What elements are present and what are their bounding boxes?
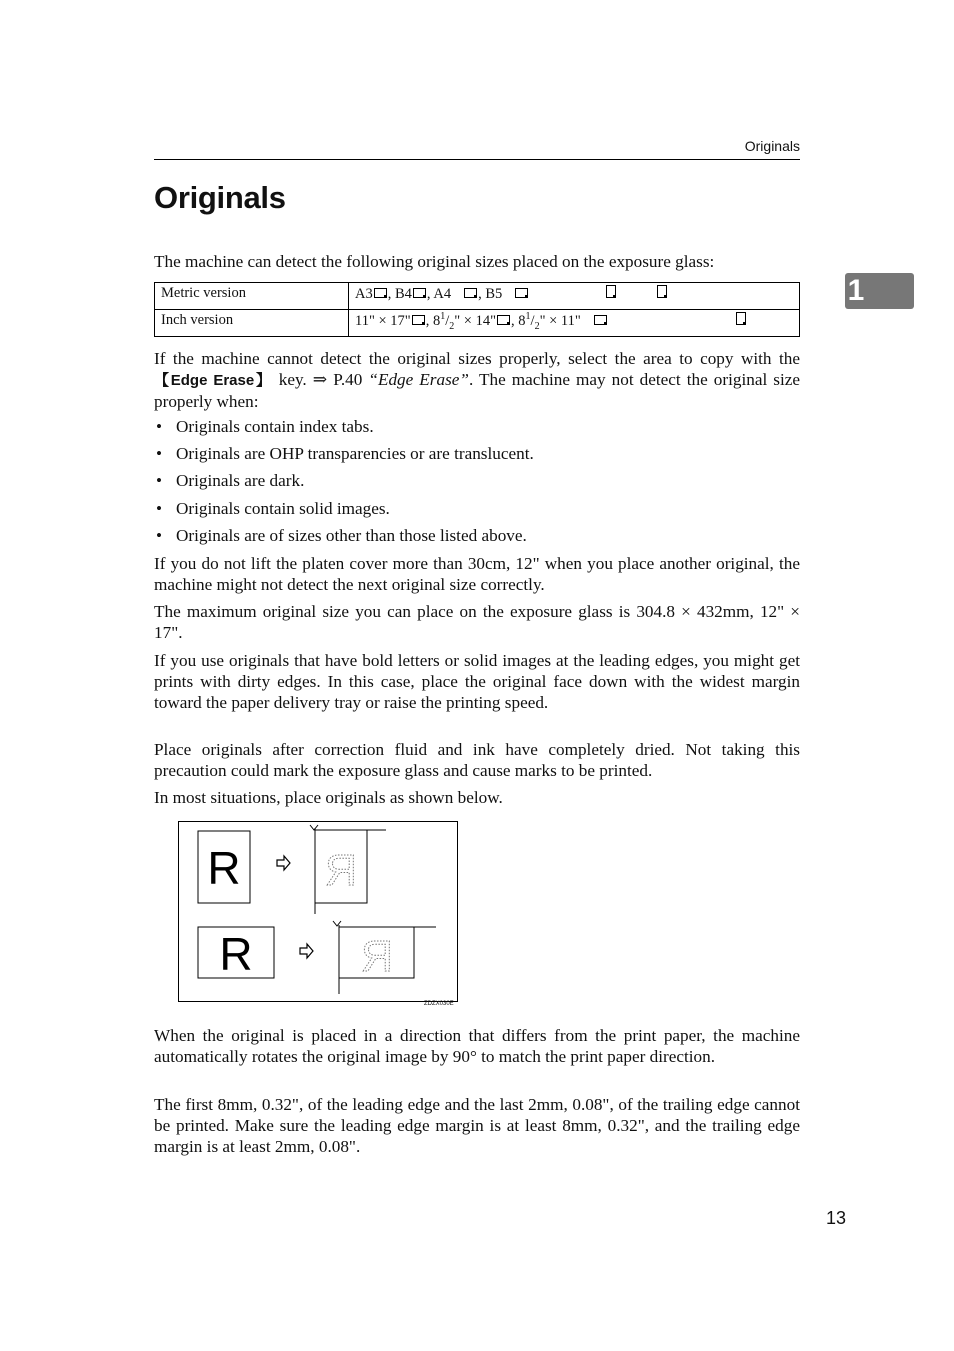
max-size-paragraph: The maximum original size you can place on the exposure glass is 304.8 × 432mm, 12" × 17". — [154, 602, 800, 642]
figure-code: ZDZX030E — [424, 1001, 454, 1007]
intro-paragraph: The machine can detect the following original sizes placed on the exposure glass: — [154, 252, 715, 271]
corner-mark — [310, 825, 318, 830]
page-number: 13 — [825, 1208, 846, 1228]
bold-letters-paragraph: If you use originals that have bold letters or solid images at the leading edges, you might get prints with dirty edges. In this case, place the original face down with the widest margin toward the paper delivery tray or raise the printing speed. — [154, 651, 800, 712]
landscape-icon — [464, 288, 477, 298]
landscape-icon — [374, 288, 387, 298]
margin-paragraph: The first 8mm, 0.32", of the leading edge and the last 2mm, 0.08", of the trailing edge cannot be printed. Make sure the leading edge margin is at least 8mm, 0.32", and the trailing edge margin is at least 2mm, 0.08". — [154, 1095, 800, 1156]
placement-paragraph: In most situations, place originals as shown below. — [154, 788, 503, 807]
portrait-icon — [736, 312, 746, 325]
inch-label: Inch version — [155, 310, 349, 337]
detect-text: key. ⇒ P.40 — [272, 370, 369, 389]
landscape-icon — [412, 315, 425, 325]
landscape-icon — [413, 288, 426, 298]
inch-sizes: 11" × 17" , $8^1/_2$" × 14" , $8^1/_2$" × 11" — [349, 310, 800, 337]
rotation-paragraph: When the original is placed in a direction that differs from the print paper, the machine automatically rotates the original image by 90° to match the print paper direction. — [154, 1026, 800, 1066]
original-letter: R — [219, 928, 253, 980]
size-table — [154, 282, 800, 337]
page-title: Originals — [154, 180, 286, 215]
detect-paragraph — [154, 348, 800, 412]
correction-fluid-paragraph: Place originals after correction fluid and ink have completely dried. Not taking this precaution could mark the exposure glass and cause marks to be printed. — [154, 740, 800, 780]
detect-text: If the machine cannot detect the original sizes properly, select the area to copy with the — [154, 349, 800, 368]
list-item: • Originals contain index tabs. — [154, 416, 534, 443]
list-item: • Originals contain solid images. — [154, 498, 534, 525]
list-item: • Originals are of sizes other than those listed above. — [154, 525, 534, 552]
mirror-letter: Я — [325, 846, 357, 895]
portrait-icon — [657, 285, 667, 298]
placement-diagram — [179, 822, 457, 1001]
table-row — [155, 310, 800, 337]
table-row — [155, 283, 800, 310]
running-header: Originals — [744, 138, 800, 154]
platen-paragraph: If you do not lift the platen cover more than 30cm, 12" when you place another original, the machine might not detect the next original size correctly. — [154, 554, 800, 594]
edge-erase-ref: “Edge Erase” — [368, 370, 469, 389]
corner-mark — [333, 921, 341, 926]
placement-figure — [178, 821, 458, 1002]
list-item: • Originals are OHP transparencies or are translucent. — [154, 443, 534, 470]
arrow-icon — [277, 856, 290, 870]
metric-label: Metric version — [155, 283, 349, 310]
edge-erase-key: 【Edge Erase】 — [154, 372, 273, 389]
detect-text: . The machine may not detect the original size properly when: — [154, 370, 800, 411]
landscape-icon — [497, 315, 510, 325]
mirror-letter: Я — [361, 932, 393, 981]
portrait-icon — [606, 285, 616, 298]
metric-sizes: A3 , B4 , A4 , B5 — [349, 283, 800, 310]
landscape-icon — [515, 288, 528, 298]
chapter-tab — [845, 273, 914, 309]
original-letter: R — [207, 842, 241, 894]
list-item: • Originals are dark. — [154, 470, 534, 497]
chapter-number: 1 — [847, 274, 865, 307]
header-rule — [154, 159, 800, 160]
causes-list — [154, 416, 534, 552]
arrow-icon — [300, 944, 313, 958]
landscape-icon — [594, 315, 607, 325]
